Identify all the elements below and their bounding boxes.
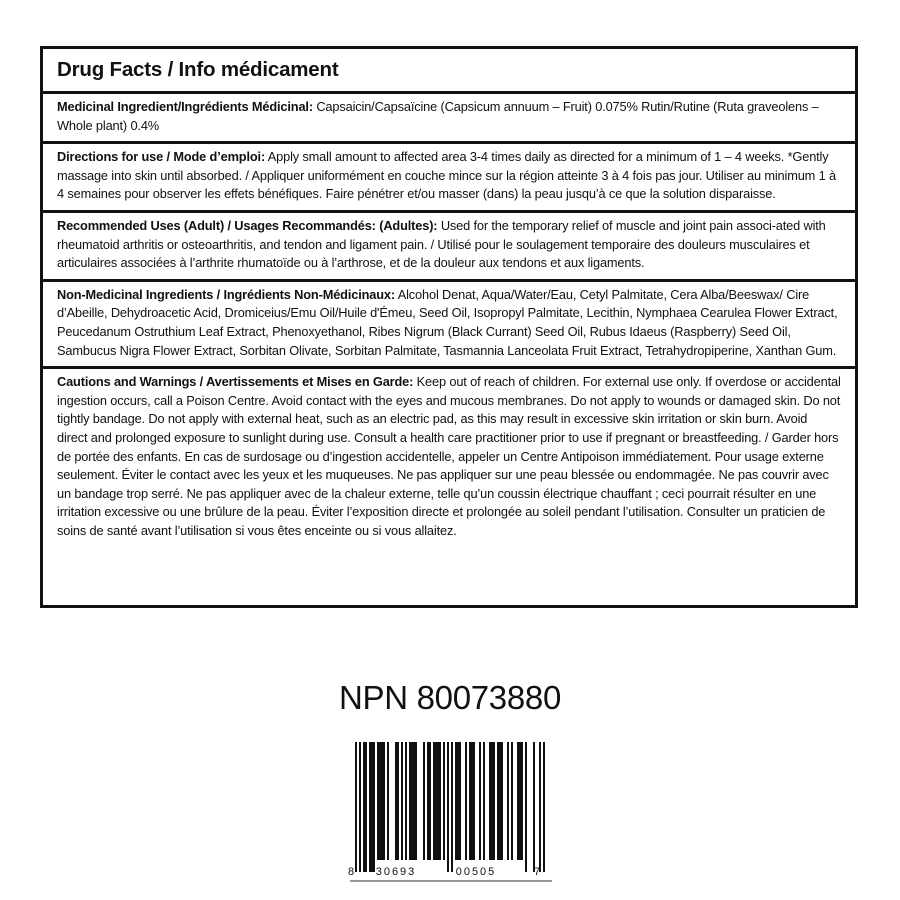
barcode-bar — [365, 742, 367, 872]
barcode-bar — [433, 742, 435, 860]
section-heading: Recommended Uses (Adult) / Usages Recommandés: (Adultes): — [57, 217, 438, 233]
section-heading: Cautions and Warnings / Avertissements et Mises en Garde: — [57, 374, 414, 390]
barcode-bar — [443, 742, 445, 860]
section-body: Apply small amount to affected area 3-4 times daily as directed for a minimum of 1 – 4 weeks. *Gently massage into skin until absorbed. / Appliquer uniformément en couche mince sur la région atteinte 3 à 4 fois pas jour. Utiliser au minimum 1 à 4 semaines pour observer les effets bénéfiques. Faire pénétrer et/ou masser (dans) la peau jusqu’à ce que la solution disparaisse. — [57, 149, 836, 202]
barcode-bar — [501, 742, 503, 860]
barcode-bar — [469, 742, 471, 860]
barcode-bar — [479, 742, 481, 860]
barcode-graphic — [330, 738, 570, 888]
barcode-bar — [525, 742, 527, 872]
barcode-bar — [423, 742, 425, 860]
barcode-bar — [471, 742, 473, 860]
section-heading: Non-Medicinal Ingredients / Ingrédients Non-Médicinaux: — [57, 286, 396, 302]
barcode-bar — [493, 742, 495, 860]
barcode-bar — [363, 742, 365, 872]
section-heading: Medicinal Ingredient/Ingrédients Médicinal: — [57, 99, 313, 114]
non-medicinal-ingredients-section — [43, 282, 855, 369]
upc-barcode — [330, 738, 570, 888]
section-body: Keep out of reach of children. For external use only. If overdose or accidental ingestion occurs, call a Poison Centre. Avoid contact with the eyes and mucous membranes. Do not apply to wounds or damaged skin. Do not tightly bandage. Do not apply with external heat, such as an electric pad, as this may result in excessive skin irritation or skin burn. Avoid direct and prolonged exposure to sunlight during use. Consult a health care practitioner prior to use if pregnant or breastfeeding. / Garder hors de portée des enfants. En cas de surdosage ou d’ingestion accidentelle, appeler un Centre Antipoison immédiatement. Pour usage externe seulement. Éviter le contact avec les yeux et les muqueuses. Ne pas appliquer sur une peau blessée ou endommagée. Ne pas couvrir avec un bandage trop serré. Ne pas appliquer avec de la chaleur externe, telle qu’un coussin électrique chauffant ; ceci pourrait résulter en une irritation excessive ou une brûlure de la peau. Éviter l’exposition directe et prolongée au soleil pendant l’utilisation. Consulter un praticien de soins de santé avant l’utilisation si vous êtes enceinte ou si vous allaitez. — [57, 374, 841, 538]
barcode-bar — [439, 742, 441, 860]
barcode-bar — [377, 742, 379, 860]
barcode-bar — [411, 742, 413, 860]
barcode-check-digit: 7 — [534, 866, 541, 878]
barcode-bar — [511, 742, 513, 860]
npn-number: NPN 80073880 — [338, 679, 562, 716]
directions-section — [43, 144, 855, 213]
barcode-bar — [413, 742, 415, 860]
barcode-bar — [427, 742, 429, 860]
barcode-bar — [455, 742, 457, 860]
barcode-bar — [379, 742, 381, 860]
barcode-bar — [409, 742, 411, 860]
barcode-bar — [539, 742, 541, 872]
barcode-bar — [429, 742, 431, 860]
barcode-bar — [483, 742, 485, 860]
barcode-bar — [401, 742, 403, 860]
barcode-bars — [355, 742, 545, 872]
barcode-bar — [533, 742, 535, 872]
drug-facts-title: Drug Facts / Info médicament — [43, 49, 855, 94]
barcode-left-digits: 30693 — [375, 866, 417, 878]
barcode-bar — [447, 742, 449, 872]
barcode-bar — [381, 742, 383, 860]
barcode-bar — [489, 742, 491, 860]
barcode-bar — [415, 742, 417, 860]
barcode-bar — [397, 742, 399, 860]
barcode-bar — [387, 742, 389, 860]
medicinal-ingredient-section — [43, 94, 855, 144]
barcode-bar — [457, 742, 459, 860]
section-heading: Directions for use / Mode d’emploi: — [57, 149, 266, 165]
recommended-uses-section — [43, 213, 855, 282]
barcode-bar — [451, 742, 453, 872]
barcode-number-system-digit: 8 — [348, 866, 355, 878]
barcode-bar — [373, 742, 375, 872]
barcode-bar — [543, 742, 545, 872]
section-body: Alcohol Denat, Aqua/Water/Eau, Cetyl Palmitate, Cera Alba/Beeswax/ Cire d’Abeille, Dehydroacetic Acid, Dromiceius/Emu Oil/Huile d'Émeu, Seed Oil, Isopropyl Palmitate, Lecithin, Nymphaea Cearulea Flower Extract, Peucedanum Ostruthium Leaf Extract, Phenoxyethanol, Ribes Nigrum (Black Currant) Seed Oil, Rubus Idaeus (Raspberry) Seed Oil, Sambucus Nigra Flower Extract, Sorbitan Olivate, Sorbitan Palmitate, Tasmannia Lanceolata Fruit Extract, Tetrahydropiperine, Xanthan Gum. — [57, 286, 838, 358]
barcode-bar — [395, 742, 397, 860]
section-body: Capsaicin/Capsaïcine (Capsicum annuum – Fruit) 0.075% Rutin/Rutine (Ruta graveolens – Whole plant) 0.4% — [57, 99, 819, 133]
barcode-bar — [369, 742, 371, 872]
barcode-bar — [435, 742, 437, 860]
cautions-warnings-section — [43, 369, 855, 546]
barcode-bar — [473, 742, 475, 860]
barcode-bar — [519, 742, 521, 860]
barcode-bar — [507, 742, 509, 860]
barcode-bar — [355, 742, 357, 872]
section-body: Used for the temporary relief of muscle and joint pain associ-ated with rheumatoid arthritis or osteoarthritis, and tendon and ligament pain. / Utilisé pour le soulagement temporaire des douleurs musculaires et articulaires associées à l’arthrite rhumatoïde ou à l’arthrose, et de la douleur aux tendons et aux ligaments. — [57, 217, 826, 271]
barcode-bar — [405, 742, 407, 860]
barcode-bar — [497, 742, 499, 860]
barcode-bar — [517, 742, 519, 860]
drug-facts-panel — [40, 46, 858, 608]
barcode-bar — [359, 742, 361, 872]
barcode-bar — [465, 742, 467, 860]
barcode-bar — [371, 742, 373, 872]
barcode-bar — [521, 742, 523, 860]
barcode-bar — [383, 742, 385, 860]
barcode-bar — [499, 742, 501, 860]
barcode-bar — [491, 742, 493, 860]
barcode-bar — [437, 742, 439, 860]
barcode-bar — [459, 742, 461, 860]
barcode-right-digits: 00505 — [455, 866, 497, 878]
